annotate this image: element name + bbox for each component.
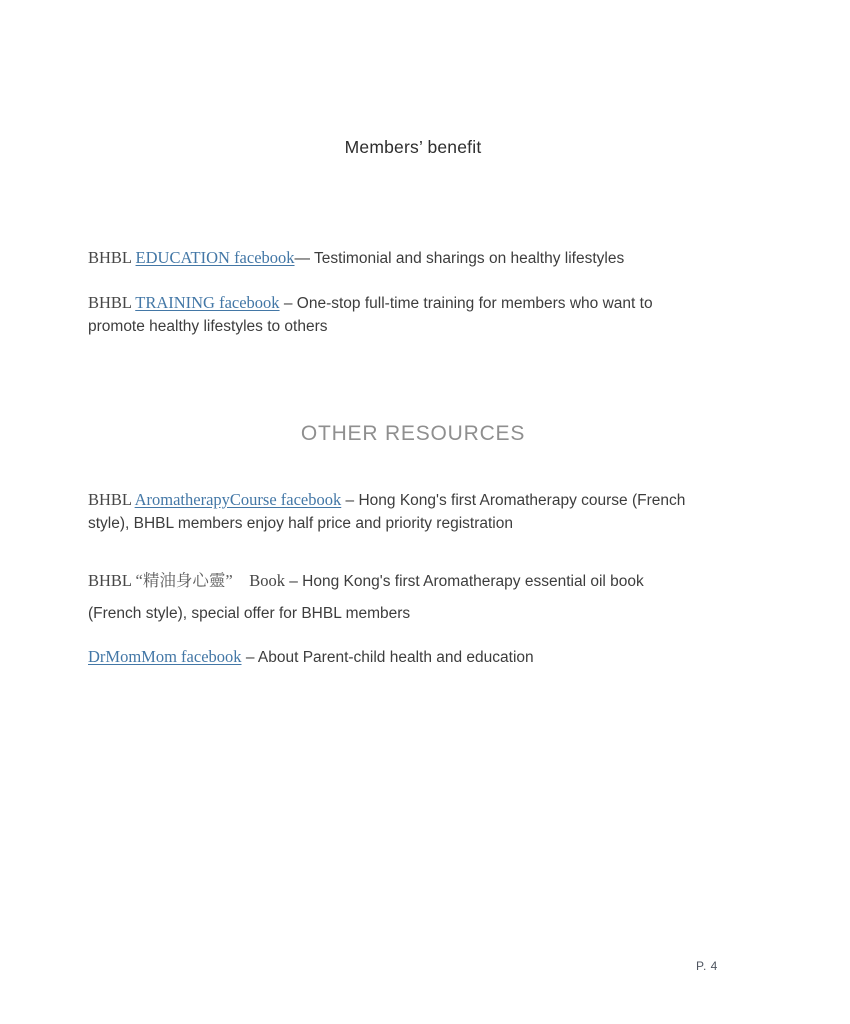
text-line — [88, 291, 768, 315]
training-facebook-link[interactable]: TRAINING facebook — [135, 293, 280, 312]
paragraph-education-facebook — [88, 246, 768, 270]
text-serif: BHBL — [88, 248, 136, 267]
text-cjk: “精油身心靈” — [135, 571, 233, 590]
text-sans: – Hong Kong's first Aromatherapy course (French — [341, 492, 686, 509]
text-sans: – About Parent-child health and education — [241, 649, 534, 666]
text-line — [88, 315, 768, 338]
page-number: P. 4 — [696, 959, 718, 973]
section-heading-other-resources: OTHER RESOURCES — [300, 422, 526, 445]
text-line — [88, 512, 768, 535]
paragraph-essential-oil-book — [88, 565, 768, 630]
text-sans: – One-stop full-time training for members who want to — [279, 295, 653, 312]
aromatherapy-course-facebook-link[interactable]: AromatherapyCourse facebook — [134, 490, 342, 509]
education-facebook-link[interactable]: EDUCATION facebook — [135, 248, 295, 267]
page-title: Members’ benefit — [344, 137, 482, 157]
text-line — [88, 246, 768, 270]
text-line — [88, 488, 768, 512]
paragraph-drmommom-facebook — [88, 645, 768, 669]
text-line — [88, 598, 768, 630]
text-serif: BHBL — [88, 571, 136, 590]
text-serif: BHBL — [88, 490, 135, 509]
drmommom-facebook-link[interactable]: DrMomMom facebook — [88, 647, 242, 666]
text-serif: Book — [232, 571, 285, 590]
text-line — [88, 565, 768, 598]
text-line — [88, 645, 768, 669]
text-sans: – Hong Kong's first Aromatherapy essential oil book — [284, 573, 644, 590]
text-serif: BHBL — [88, 293, 136, 312]
text-sans: promote healthy lifestyles to others — [88, 318, 328, 335]
text-sans: (French style), special offer for BHBL members — [88, 605, 411, 622]
paragraph-training-facebook — [88, 291, 768, 338]
text-sans: — Testimonial and sharings on healthy lifestyles — [294, 250, 625, 267]
paragraph-aromatherapy-course-facebook — [88, 488, 768, 535]
text-sans: style), BHBL members enjoy half price and priority registration — [88, 515, 513, 532]
